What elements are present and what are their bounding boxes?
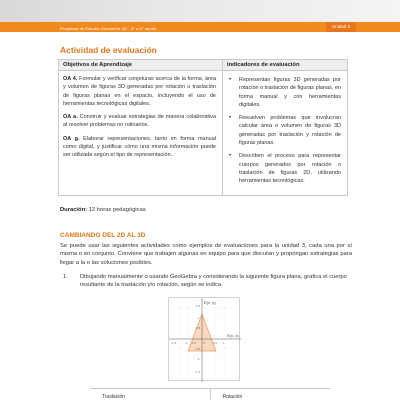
x-tick-label: -0.5 [191, 341, 197, 345]
objective-text: Formular y verificar conjeturas acerca de la forma, área y volumen de figuras 3D generadas por rotación o traslación de figuras planas en el espacio, incluyendo el uso de herramientas tecnológicas digitales. [63, 76, 216, 107]
duration-value: 12 horas pedagógicas [88, 207, 146, 213]
y-tick-label: 1.5 [196, 304, 201, 308]
section-intro: Se puede usar las siguientes actividades como ejemplos de evaluaciones para la unidad 3, cada una por sí misma o en conjunto. Conviene que trabajen algunas en equipo para que discutan y propongan estrategias para llegar a la o las soluciones posibles. [60, 243, 352, 266]
x-tick-label: 0.5 [213, 341, 218, 345]
indicator-text: Describen el proceso para representar cuerpos generados por rotación o traslación de figuras 2D, utilizando herramientas tecnológicas. [239, 153, 341, 185]
objective-code: OA 4. [63, 76, 78, 82]
y-axis-label: E(x, y) [204, 300, 216, 305]
bottom-table-row [90, 388, 330, 400]
objective-text: Construir y evaluar estrategias de manera colaborativa al resolver problemas no rutinarios. [63, 114, 216, 129]
indicators-column [223, 71, 347, 195]
indicator-text: Resuelven problemas que involucran calcular área o volumen de figuras 3D generadas por traslación y rotación de figuras planas. [239, 115, 341, 147]
unit-badge: Unidad 3 [326, 22, 356, 32]
indicator-text: Representan figuras 3D generadas por rotación o traslación de figuras planas, en forma manual y con herramientas digitales. [239, 77, 341, 108]
list-item [60, 273, 350, 290]
item-number: 1. [63, 274, 68, 280]
indicator-item [229, 114, 341, 147]
x-tick-label: -1 [185, 341, 188, 345]
page-title: Actividad de evaluación [60, 45, 157, 55]
indicator-item [229, 152, 341, 185]
bullet-icon: • [229, 115, 232, 122]
objectives-header: Objetivos de Aprendizaje [59, 60, 223, 70]
x-tick-label: 0 [203, 341, 205, 345]
item-text: Dibujando manualmente o usando GeoGebra y considerando la siguiente figura plana, grafica el cuerpo resultante de la traslación y/o rotación, según se indica. [80, 274, 347, 289]
figure-plot [168, 297, 240, 381]
objectives-column [59, 71, 223, 195]
objective-code: OA g. [63, 135, 80, 142]
y-tick-label: -1.5 [195, 370, 201, 374]
section-title: CAMBIANDO DEL 2D AL 3D [60, 232, 146, 239]
bullet-icon: • [229, 153, 232, 160]
objective-item [63, 75, 216, 108]
duration [60, 207, 146, 213]
bullet-icon: • [229, 77, 232, 83]
x-tick-label: -1.5 [171, 341, 177, 345]
y-tick-label: 1 [198, 316, 200, 320]
indicator-item [229, 76, 341, 109]
bottom-cell-translation: Traslación [90, 389, 211, 400]
bottom-cell-rotation: Rotación [222, 394, 243, 400]
x-tick-label: 1 [223, 341, 225, 345]
y-tick-label: -1 [197, 357, 200, 361]
duration-label: Duración: [60, 207, 88, 213]
indicators-header: Indicadores de evaluación [227, 62, 300, 68]
objectives-table [58, 59, 348, 196]
objective-item [63, 113, 216, 130]
y-tick-label: -0.5 [195, 347, 201, 351]
objective-item [63, 135, 216, 160]
program-title: Programa de Estudio Geometría 3D - 3° a 4° medio [60, 26, 157, 31]
coordinate-plane [169, 298, 241, 382]
x-axis-label: E(x, z) [227, 333, 239, 338]
objective-text: Elaborar representaciones, tanto en forma manual como digital, y justificar cómo una misma información puede ser utilizada según el tipo de representación. [63, 135, 217, 159]
objective-code: OA a. [63, 114, 78, 121]
y-tick-label: 0.5 [196, 326, 201, 330]
table-header [59, 60, 347, 71]
table-body [59, 71, 347, 195]
